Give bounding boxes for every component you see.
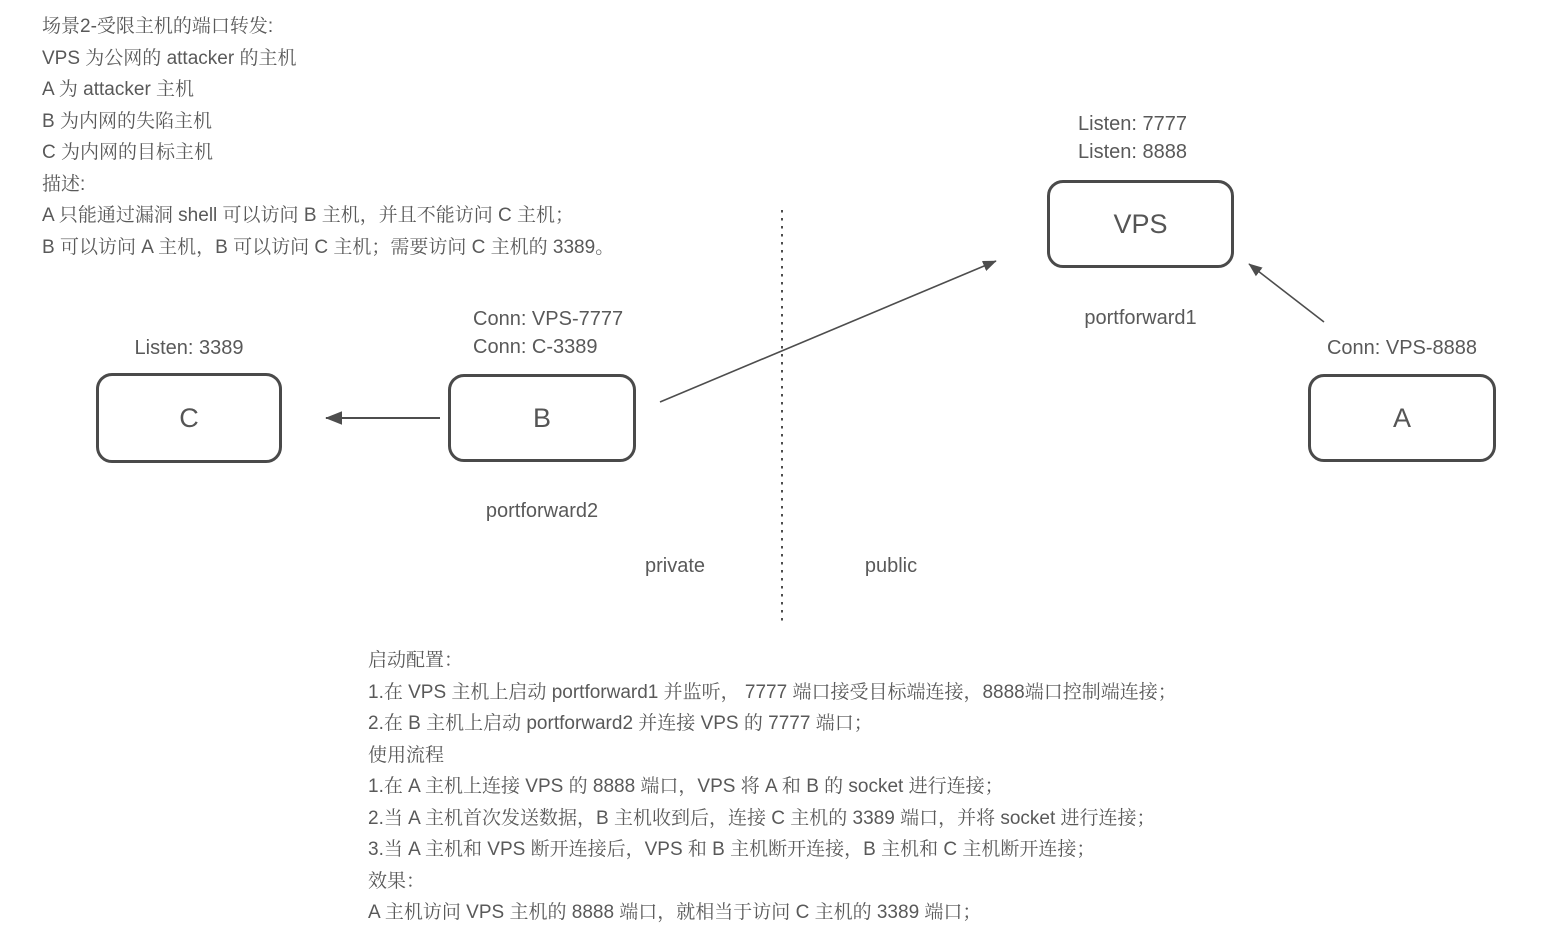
a-conn-label: Conn: VPS-8888 xyxy=(1326,337,1478,359)
scenario-line: A 只能通过漏洞 shell 可以访问 B 主机，并且不能访问 C 主机； xyxy=(42,205,575,226)
c-listen-label: Listen: 3389 xyxy=(134,337,244,359)
scenario-title: 场景2-受限主机的端口转发: xyxy=(42,16,274,37)
usage-notes xyxy=(368,645,1177,926)
node-a xyxy=(1308,374,1496,462)
vps-program-label: portforward1 xyxy=(1084,307,1197,329)
notes-line: 1.在 A 主机上连接 VPS 的 8888 端口，VPS 将 A 和 B 的 socket 进行连接； xyxy=(368,776,1004,797)
zone-private-label: private xyxy=(644,555,706,577)
vps-listen-labels xyxy=(1078,110,1187,166)
node-c xyxy=(96,373,282,463)
vps-listen-8888-label: Listen: 8888 xyxy=(1078,141,1187,163)
notes-effect-title: 效果： xyxy=(368,870,426,892)
node-vps xyxy=(1047,180,1234,268)
b-conn-labels xyxy=(473,305,623,361)
scenario-line: B 可以访问 A 主机，B 可以访问 C 主机；需要访问 C 主机的 3389。 xyxy=(42,236,615,258)
b-conn-c-label: Conn: C-3389 xyxy=(473,336,598,358)
notes-line: 2.当 A 主机首次发送数据，B 主机收到后，连接 C 主机的 3389 端口，并将 socket 进行连接； xyxy=(368,807,1156,829)
scenario-line: 描述: xyxy=(42,173,86,195)
node-c-label: C xyxy=(179,402,199,433)
node-b-label: B xyxy=(532,402,551,433)
b-program-label: portforward2 xyxy=(485,500,599,522)
zone-public-label: public xyxy=(864,555,918,577)
node-a-label: A xyxy=(1392,402,1411,433)
scenario-line: B 为内网的失陷主机 xyxy=(42,110,212,132)
notes-line: 3.当 A 主机和 VPS 断开连接后，VPS 和 B 主机断开连接，B 主机和 C 主机断开连接； xyxy=(368,839,1096,860)
notes-flow-title: 使用流程 xyxy=(368,744,445,766)
scenario-description xyxy=(42,11,614,263)
vps-listen-7777-label: Listen: 7777 xyxy=(1078,113,1187,135)
scenario-line: C 为内网的目标主机 xyxy=(42,142,214,163)
node-b xyxy=(448,374,636,462)
notes-line: 2.在 B 主机上启动 portforward2 并连接 VPS 的 7777 端口； xyxy=(368,713,873,734)
scenario-line: A 为 attacker 主机 xyxy=(42,79,195,100)
arrow-a-to-vps xyxy=(1249,264,1324,322)
b-conn-vps-label: Conn: VPS-7777 xyxy=(473,308,624,330)
notes-line: 1.在 VPS 主机上启动 portforward1 并监听， 7777 端口接受目标端连接，8888端口控制端连接； xyxy=(368,681,1177,703)
node-vps-label: VPS xyxy=(1113,208,1168,239)
arrow-b-to-vps xyxy=(660,261,996,402)
scenario-line: VPS 为公网的 attacker 的主机 xyxy=(42,47,297,69)
notes-config-title: 启动配置： xyxy=(368,650,464,671)
notes-line: A 主机访问 VPS 主机的 8888 端口，就相当于访问 C 主机的 3389 端口； xyxy=(368,902,982,923)
